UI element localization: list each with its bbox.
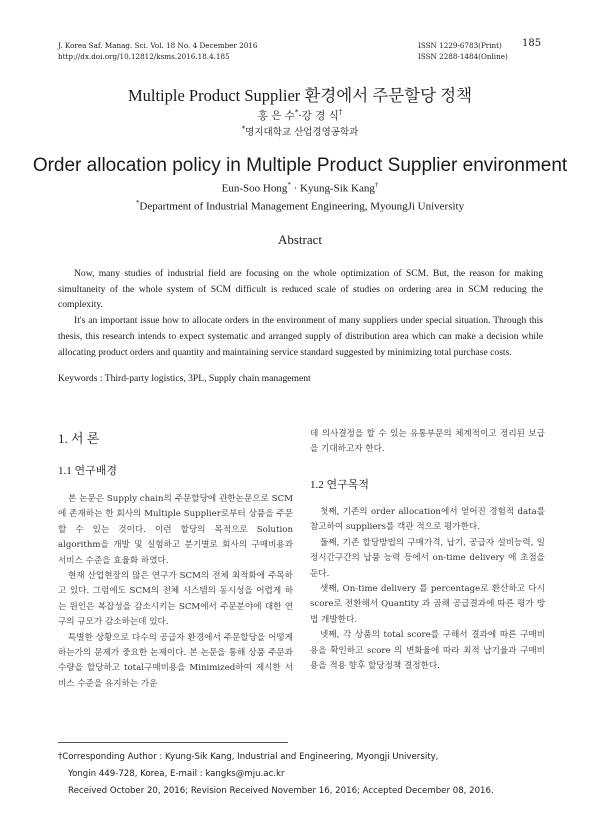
body-paragraph: 셋째, On-time delivery 를 percentage로 환산하고 다시 score로 전환해서 Quantity 과 곱해 공급결과에 따른 평가 방법 개발한다. [310,584,545,625]
english-title: Order allocation policy in Multiple Product Supplier environment [32,155,568,176]
korean-authors [0,108,600,123]
right-column [310,505,545,674]
english-affiliation-text: Department of Industrial Management Engineering, MyoungJi University [139,200,465,213]
abstract-paragraph: It's an important issue how to allocate orders in the environment of many suppliers under special situation. Through this thesis, this research intends to expect systematic and arranged supply of distribution area which can make a decision while allocating product orders and quantity and maintaining service standard suggested by minimizing total purchase costs. [58,315,543,358]
issn-online: ISSN 2288-1484(Online) [418,52,508,61]
subsection-heading-1-2: 1.2 연구목적 [310,479,370,491]
author-separator: · [290,182,300,195]
body-paragraph: 현재 산업현장의 많은 연구가 SCM의 전체 최적화에 주목하고 있다. 그럼에도 SCM의 전체 시스템의 동시성을 어렵게 하는 원인은 복잡성을 감소시키는 SCM에서 주문분야에 대한 연구의 규모가 감소하는데 있다. [58,571,293,628]
footnote [58,749,548,800]
body-paragraph: 데 의사결정을 할 수 있는 유통부문의 체계적이고 정리된 보급을 기대하고자 한다. [310,429,545,455]
author-contact: Yongin 449-728, Korea, E-mail : kangks@mju.ac.kr [68,769,285,779]
abstract-body [58,266,543,360]
korean-affiliation-text: 명지대학교 산업경영공학과 [245,127,359,138]
body-paragraph: 첫째, 기존의 order allocation에서 얻어진 경험적 data를 참고하여 suppliers를 객관 적으로 평가한다. [310,507,545,533]
korean-affiliation [0,124,600,138]
footnote-rule [58,742,288,743]
section-heading-1: 1. 서 론 [58,431,100,446]
author-separator: · [298,110,302,122]
english-affiliation [0,199,600,213]
body-paragraph: 둘째, 기존 할당방법의 구매가격, 납기, 공급자 설비능력, 일정시간구간의 납품 능력 등에서 on-time delivery 에 초점을 둔다. [310,537,545,579]
subsection-heading-1-1: 1.1 연구배경 [58,465,118,477]
body-paragraph: 넷째, 각 상품의 total score를 구해서 결과에 따른 구매비용을 확인하고 score 의 변화율에 따라 최적 납기율과 구매비용을 적용 향후 할당정책 결정한다. [310,630,545,672]
page-number: 185 [522,38,542,49]
keywords: Keywords : Third-party logistics, 3PL, Supply chain management [58,373,311,384]
korean-title: Multiple Product Supplier 환경에서 주문할당 정책 [127,86,473,105]
doi-link[interactable]: http://dx.doi.org/10.12812/ksms.2016.18.4.185 [58,52,230,61]
running-header-left [58,40,257,62]
journal-citation: J. Korea Saf. Manag. Sci. Vol. 18 No. 4 December 2016 [58,41,258,50]
author-mark: * [294,108,299,117]
english-author-1: Eun-Soo Hong [221,182,288,195]
right-column-top [310,427,545,458]
korean-author-2: 강 경 식 [301,110,339,122]
affiliation-mark: * [135,199,140,207]
issn-print: ISSN 1229-6783(Print) [418,41,502,50]
english-authors [0,181,600,195]
korean-author-1: 홍 은 수 [257,110,295,122]
affiliation-mark: * [241,124,246,133]
body-paragraph: 특별한 상황으로 다수의 공급자 환경에서 주문할당을 어떻게 하는가의 문제가 중요한 논제이다. 본 논문을 통해 상품 주문과 수량을 할당하고 total구매비용을 Minimized하여 제시한 서비스 수준을 유지하는 가운 [58,632,293,689]
author-mark: † [374,181,379,189]
running-header-right [418,40,508,62]
english-author-2: Kyung-Sik Kang [300,182,375,195]
received-dates: Received October 20, 2016; Revision Received November 16, 2016; Accepted December 08, 2016. [68,786,494,796]
abstract-heading: Abstract [277,232,323,247]
left-column [58,492,293,692]
author-mark: * [287,181,291,189]
abstract-paragraph: Now, many studies of industrial field are focusing on the whole optimization of SCM. But, the reason for making simultaneity of the whole system of SCM difficult is reduced scale of studies on ordering area in SCM reducing the complexity. [58,268,543,311]
corresponding-author: †Corresponding Author : Kyung-Sik Kang, Industrial and Engineering, Myongji University, [58,752,439,762]
body-paragraph: 본 논문은 Supply chain의 주문할당에 관한논문으로 SCM에 존재하는 한 회사의 Multiple Supplier로부터 상품을 주문 할 수 있는 것이다. 이런 할당의 목적으로 Solution algorithm을 개발 및 실험하고 분기별로 회사의 구매비용과 서비스 수준을 효율화 하였다. [58,494,293,566]
author-mark: † [338,108,343,117]
